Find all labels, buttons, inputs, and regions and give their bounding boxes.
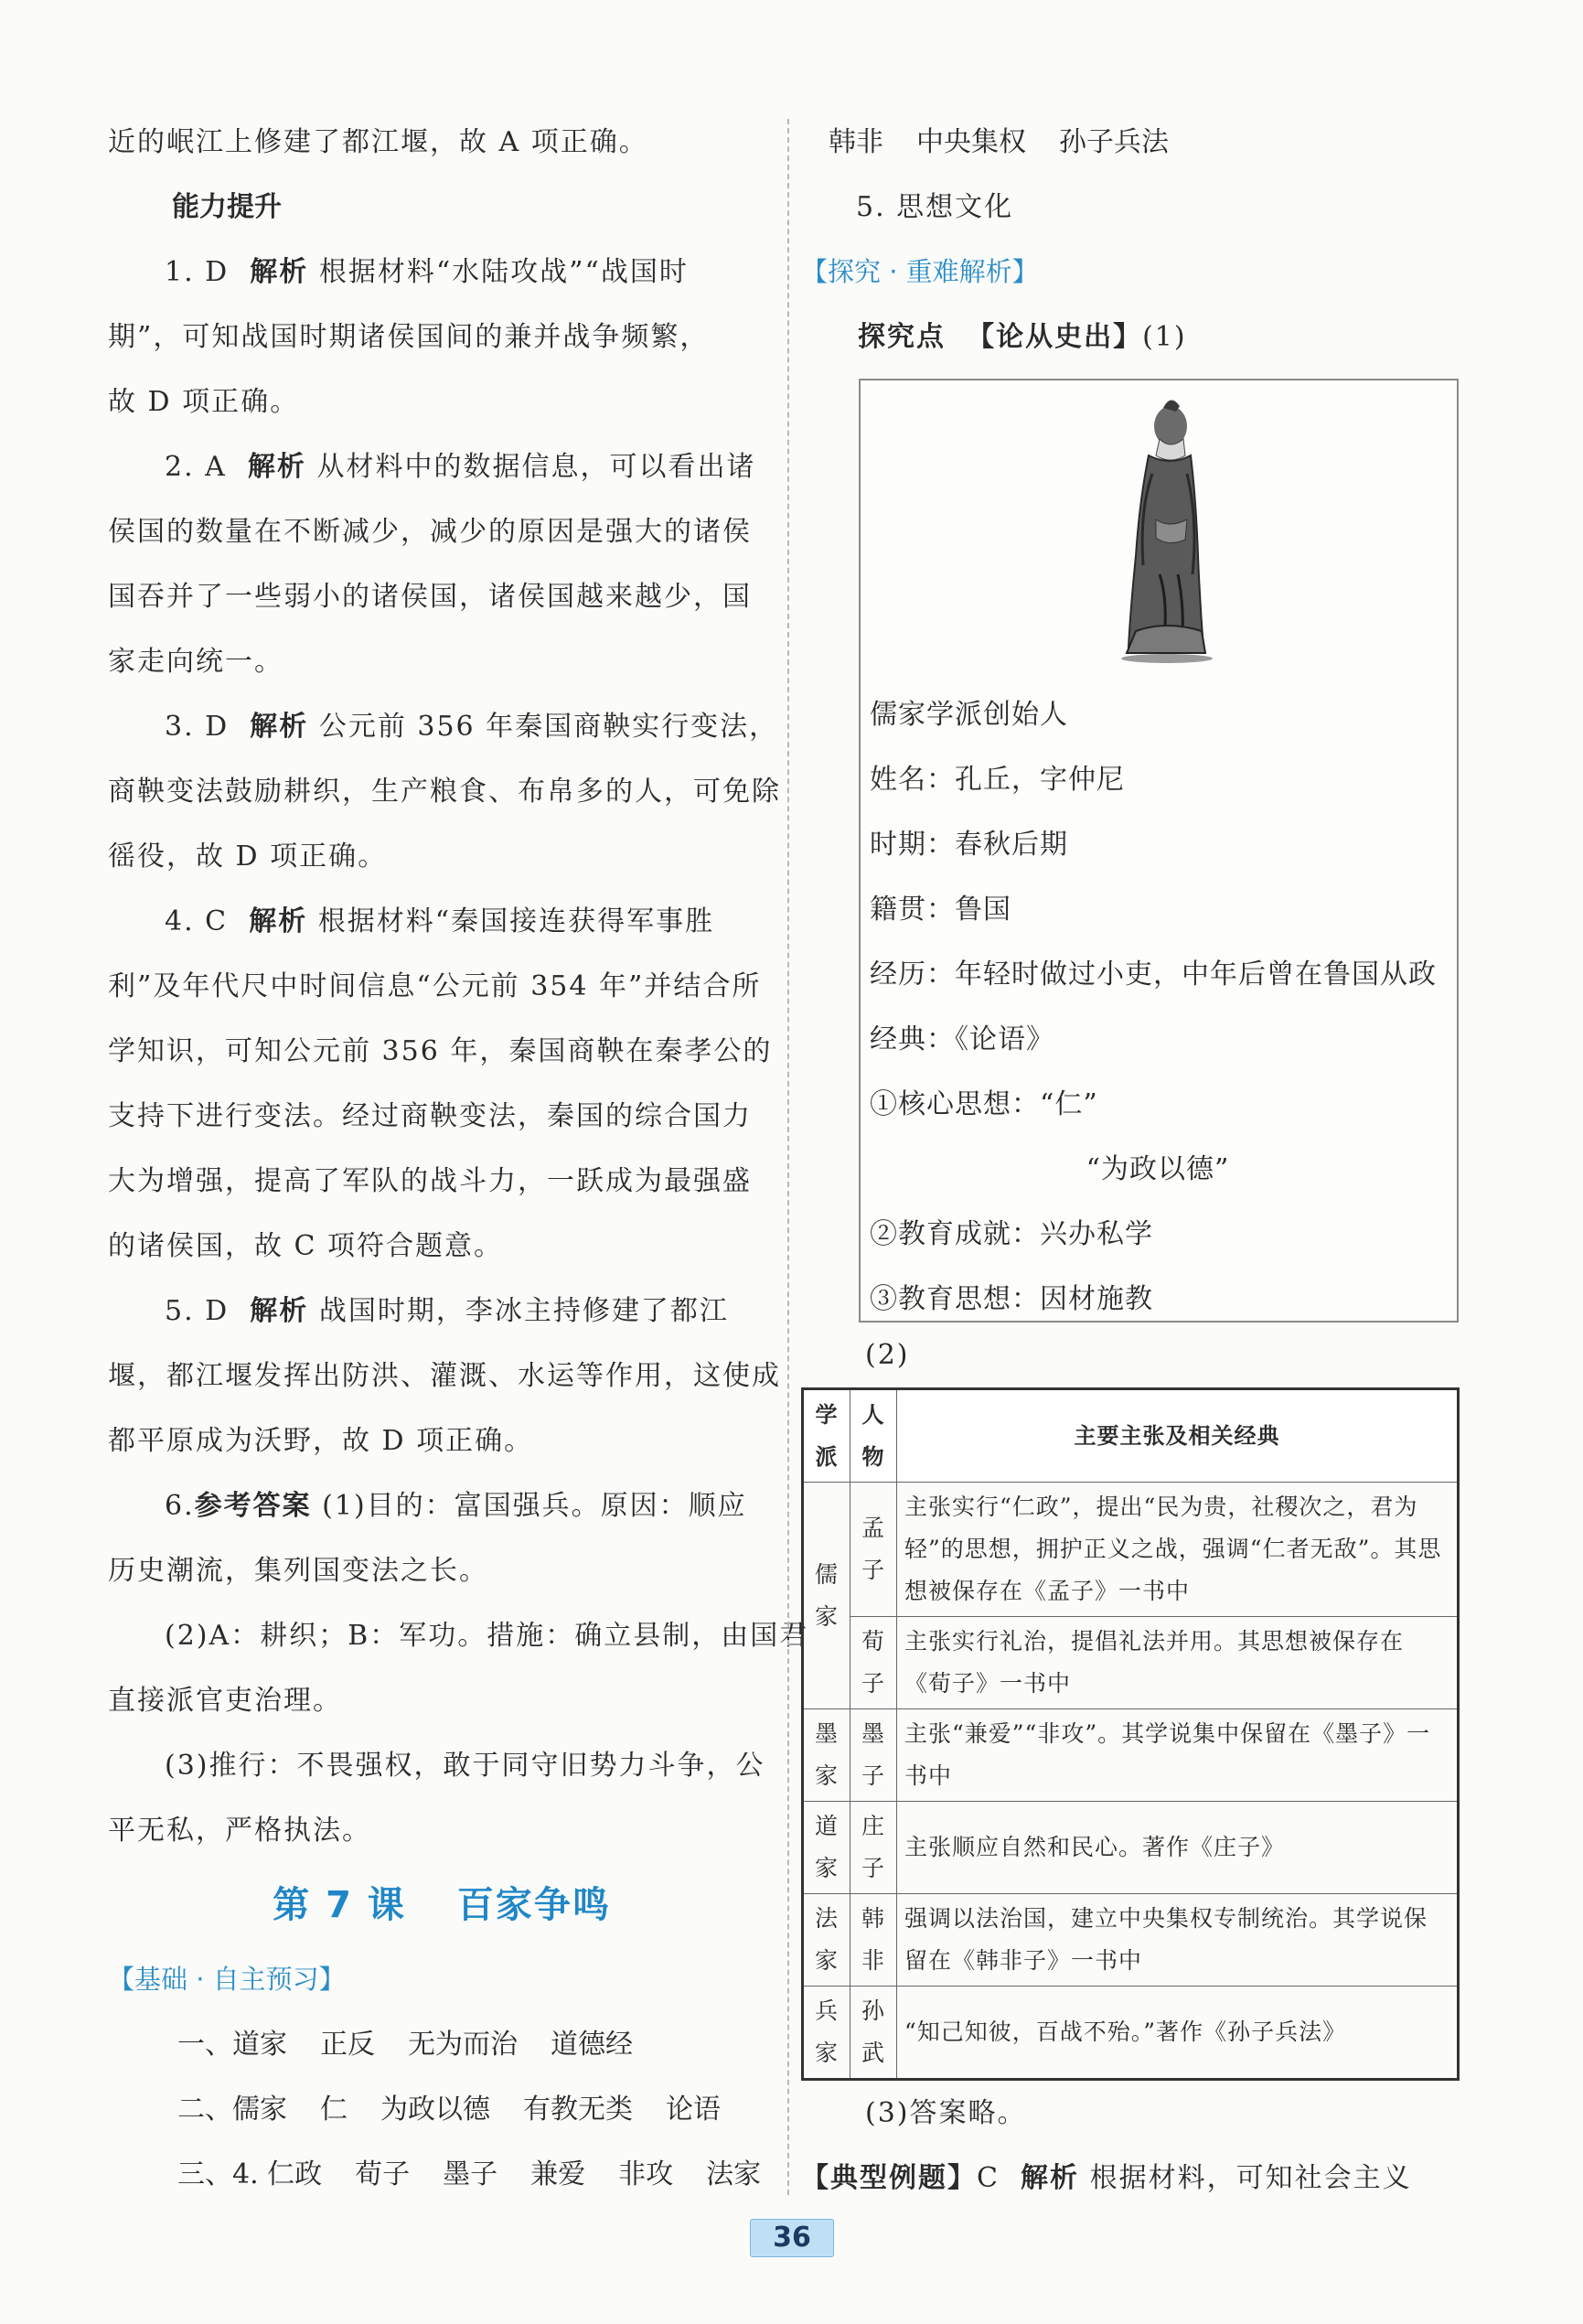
cell-school: 兵家 xyxy=(803,1987,850,2080)
answer-row-2: 二、儒家 仁 为政以德 有教无类 论语 xyxy=(177,2094,721,2126)
cell-school: 道家 xyxy=(803,1802,850,1894)
text-line: 近的岷江上修建了都江堰，故 A 项正确。 xyxy=(108,126,648,158)
info-line: 姓名：孔丘，字仲尼 xyxy=(870,764,1125,796)
q4-line-1: 4. C 解析 根据材料“秦国接连获得军事胜 xyxy=(165,905,715,937)
q4-line-2: 利”及年代尺中时间信息“公元前 354 年”并结合所 xyxy=(108,970,762,1002)
q4-line-3: 学知识，可知公元前 356 年，秦国商鞅在秦孝公的 xyxy=(108,1035,773,1067)
q2-line-3: 国吞并了一些弱小的诸侯国，诸侯国越来越少，国 xyxy=(108,581,752,613)
q3-line-2: 商鞅变法鼓励耕织，生产粮食、布帛多的人，可免除 xyxy=(108,776,781,808)
q5-line-3: 都平原成为沃野，故 D 项正确。 xyxy=(108,1425,534,1457)
confucius-info xyxy=(870,682,1446,1332)
cell-text: 主张“兼爱”“非攻”。其学说集中保留在《墨子》一书中 xyxy=(897,1709,1459,1802)
cell-person: 荀子 xyxy=(850,1617,897,1709)
cell-school: 墨家 xyxy=(803,1709,850,1802)
info-line: ③教育思想：因材施教 xyxy=(870,1283,1153,1315)
info-line: 经历：年轻时做过小吏，中年后曾在鲁国从政 xyxy=(870,959,1437,991)
info-line: “为政以德” xyxy=(1086,1153,1230,1185)
cell-school: 儒家 xyxy=(803,1483,850,1709)
info-line: 儒家学派创始人 xyxy=(870,699,1068,731)
table-row xyxy=(803,1617,1459,1709)
answer-row-1: 一、道家 正反 无为而治 道德经 xyxy=(177,2029,633,2061)
q1-line-2: 期”，可知战国时期诸侯国间的兼并战争频繁， xyxy=(108,321,710,353)
info-line: ②教育成就：兴办私学 xyxy=(870,1218,1153,1250)
info-line: 时期：春秋后期 xyxy=(870,829,1068,861)
q4-line-5: 大为增强，提高了军队的战斗力，一跃成为最强盛 xyxy=(108,1165,752,1197)
q6-line-6: 平无私，严格执法。 xyxy=(108,1815,371,1847)
cell-text: 强调以法治国，建立中央集权专制统治。其学说保留在《韩非子》一书中 xyxy=(897,1894,1459,1987)
page-number: 36 xyxy=(750,2219,834,2257)
q1-line-1: 1. D 解析 根据材料“水陆攻战”“战国时 xyxy=(165,256,689,288)
cell-person: 庄子 xyxy=(850,1802,897,1894)
q5-line-2: 堰，都江堰发挥出防洪、灌溉、水运等作用，这使成 xyxy=(108,1360,781,1392)
info-line: 籍贯：鲁国 xyxy=(870,894,1011,926)
confucius-portrait-icon xyxy=(1103,391,1231,666)
cell-person: 孟子 xyxy=(850,1483,897,1617)
q6-line-3: (2)A：耕织；B：军功。措施：确立县制，由国君 xyxy=(165,1620,809,1652)
text-line-sixiang: 5. 思想文化 xyxy=(856,191,1014,223)
q4-line-4: 支持下进行变法。经过商鞅变法，秦国的综合国力 xyxy=(108,1100,752,1132)
part-2-label: (2) xyxy=(865,1339,910,1371)
q6-line-1: 6.参考答案 (1)目的：富国强兵。原因：顺应 xyxy=(165,1490,747,1522)
left-column xyxy=(108,110,809,2207)
header-person: 人物 xyxy=(850,1389,897,1483)
answer-row-3: 三、4. 仁政 荀子 墨子 兼爱 非攻 法家 xyxy=(177,2158,762,2190)
cell-text: 主张实行礼治，提倡礼法并用。其思想被保存在《荀子》一书中 xyxy=(897,1617,1459,1709)
table-header-row xyxy=(803,1389,1459,1483)
q6-line-2: 历史潮流，集列国变法之长。 xyxy=(108,1555,488,1587)
info-line: 经典：《论语》 xyxy=(870,1023,1054,1055)
section-label-tanjiu: 【探究 · 重难解析】 xyxy=(801,256,1039,287)
part-3-label: (3)答案略。 xyxy=(865,2097,1027,2129)
cell-person: 墨子 xyxy=(850,1709,897,1802)
lesson-name: 百家争鸣 xyxy=(456,1884,611,1926)
q2-line-2: 侯国的数量在不断减少，减少的原因是强大的诸侯 xyxy=(108,516,752,548)
right-column xyxy=(801,110,1478,2211)
lesson-title xyxy=(108,1863,775,1947)
confucius-card xyxy=(859,379,1459,1323)
q2-line-4: 家走向统一。 xyxy=(108,646,283,678)
table-row xyxy=(803,1709,1459,1802)
header-school: 学派 xyxy=(803,1389,850,1483)
q2-line-1: 2. A 解析 从材料中的数据信息，可以看出诸 xyxy=(165,451,756,483)
table-row xyxy=(803,1894,1459,1987)
cell-person: 韩非 xyxy=(850,1894,897,1987)
cell-school: 法家 xyxy=(803,1894,850,1987)
q3-line-3: 徭役，故 D 项正确。 xyxy=(108,841,388,873)
q6-line-5: (3)推行：不畏强权，敢于同守旧势力斗争，公 xyxy=(165,1750,765,1782)
table-row xyxy=(803,1802,1459,1894)
q5-line-1: 5. D 解析 战国时期，李冰主持修建了都江 xyxy=(165,1295,729,1327)
cell-text: 主张实行“仁政”，提出“民为贵，社稷次之，君为轻”的思想，拥护正义之战，强调“仁者无敌”。其思想被保存在《孟子》一书中 xyxy=(897,1483,1459,1617)
info-line: ①核心思想：“仁” xyxy=(870,1088,1098,1120)
header-claims: 主要主张及相关经典 xyxy=(897,1389,1459,1483)
cell-person: 孙武 xyxy=(850,1987,897,2080)
schools-table xyxy=(801,1387,1460,2081)
section-label-jichu: 【基础 · 自主预习】 xyxy=(108,1964,346,1995)
section-heading-nengli: 能力提升 xyxy=(172,191,282,223)
table-row xyxy=(803,1987,1459,2080)
cell-text: “知己知彼，百战不殆。”著作《孙子兵法》 xyxy=(897,1987,1459,2080)
typical-example: 【典型例题】C 解析 根据材料，可知社会主义 xyxy=(801,2162,1412,2194)
q3-line-1: 3. D 解析 公元前 356 年秦国商鞅实行变法， xyxy=(165,711,779,743)
q1-line-3: 故 D 项正确。 xyxy=(108,386,300,418)
q4-line-6: 的诸侯国，故 C 项符合题意。 xyxy=(108,1230,504,1262)
q6-line-4: 直接派官吏治理。 xyxy=(108,1685,342,1717)
column-divider xyxy=(787,119,789,2195)
tanjiu-point: 探究点 【论从史出】(1) xyxy=(858,321,1187,353)
answer-row-cont: 韩非 中央集权 孙子兵法 xyxy=(829,126,1169,158)
table-row xyxy=(803,1483,1459,1617)
cell-text: 主张顺应自然和民心。著作《庄子》 xyxy=(897,1802,1459,1894)
lesson-number: 第 7 课 xyxy=(273,1884,406,1926)
